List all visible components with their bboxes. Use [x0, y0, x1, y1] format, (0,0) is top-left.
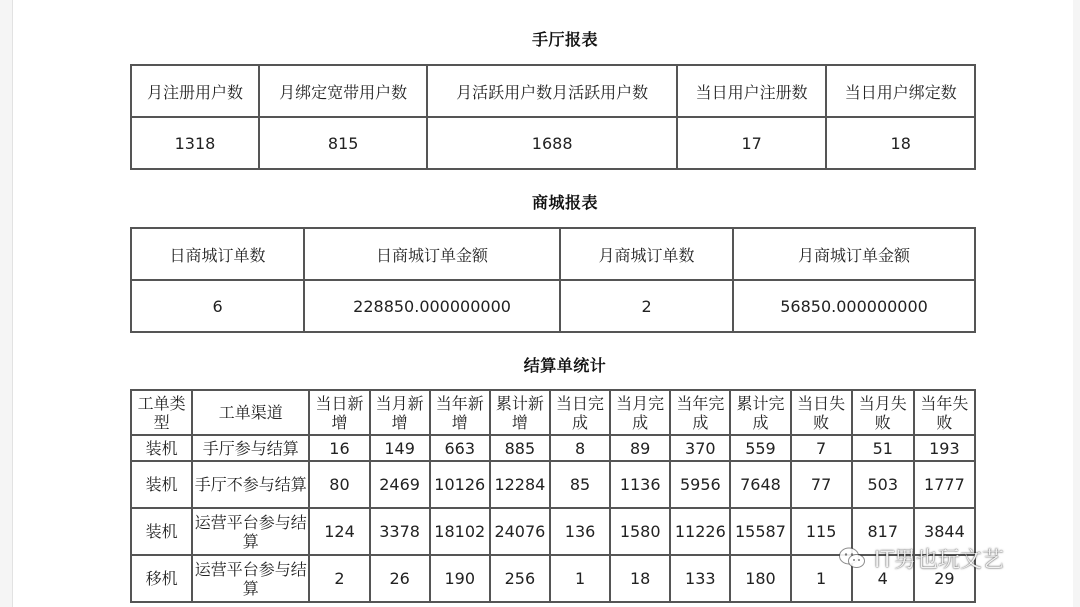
- table-cell: 1: [791, 555, 852, 602]
- report1-table: [130, 64, 976, 170]
- table-cell: 18102: [430, 508, 490, 555]
- report-page: [12, 0, 1073, 607]
- wechat-icon: [838, 546, 866, 570]
- table-cell: 149: [370, 435, 430, 461]
- table-cell: 124: [309, 508, 369, 555]
- table-header-row: [131, 228, 975, 280]
- header-cell: 月商城订单金额: [733, 228, 975, 280]
- table-cell: 10126: [430, 461, 490, 508]
- header-cell: 当月完成: [610, 390, 670, 435]
- table-row: [131, 461, 975, 508]
- table-cell: 运营平台参与结算: [192, 555, 309, 602]
- table-cell: 29: [914, 555, 975, 602]
- header-cell: 当日失败: [791, 390, 852, 435]
- report2-table: [130, 227, 976, 333]
- table-cell: 817: [852, 508, 914, 555]
- value-cell: 18: [826, 117, 975, 169]
- table-cell: 8: [550, 435, 610, 461]
- table-cell: 1: [550, 555, 610, 602]
- table-cell: 1777: [914, 461, 975, 508]
- table-cell: 193: [914, 435, 975, 461]
- table-cell: 80: [309, 461, 369, 508]
- header-cell: 月商城订单数: [560, 228, 733, 280]
- header-cell: 当日用户注册数: [677, 65, 827, 117]
- table-cell: 15587: [730, 508, 790, 555]
- header-cell: 当日用户绑定数: [826, 65, 975, 117]
- table-row: [131, 435, 975, 461]
- table-cell: 11226: [670, 508, 730, 555]
- table-cell: 180: [730, 555, 790, 602]
- header-cell: 累计完成: [730, 390, 790, 435]
- table-cell: 256: [490, 555, 550, 602]
- table-cell: 4: [852, 555, 914, 602]
- watermark-text: IT男也玩文艺: [874, 547, 1004, 573]
- value-cell: 2: [560, 280, 733, 332]
- table-cell: 手厅参与结算: [192, 435, 309, 461]
- table-cell: 77: [791, 461, 852, 508]
- table-cell: 133: [670, 555, 730, 602]
- header-cell: 工单类型: [131, 390, 192, 435]
- table-cell: 370: [670, 435, 730, 461]
- header-cell: 累计新增: [490, 390, 550, 435]
- table-cell: 26: [370, 555, 430, 602]
- header-cell: 日商城订单金额: [304, 228, 560, 280]
- table-cell: 12284: [490, 461, 550, 508]
- value-cell: 56850.000000000: [733, 280, 975, 332]
- header-cell: 当年失败: [914, 390, 975, 435]
- table-cell: 装机: [131, 435, 192, 461]
- report3-title: 结算单统计: [523, 356, 607, 375]
- header-cell: 当年完成: [670, 390, 730, 435]
- header-cell: 日商城订单数: [131, 228, 304, 280]
- header-cell: 当日完成: [550, 390, 610, 435]
- table-cell: 1136: [610, 461, 670, 508]
- table-cell: 7648: [730, 461, 790, 508]
- table-cell: 2: [309, 555, 369, 602]
- value-cell: 228850.000000000: [304, 280, 560, 332]
- report1-title: 手厅报表: [531, 30, 598, 49]
- header-cell: 当年新增: [430, 390, 490, 435]
- header-cell: 当日新增: [309, 390, 369, 435]
- value-cell: 1688: [427, 117, 677, 169]
- table-cell: 136: [550, 508, 610, 555]
- table-cell: 89: [610, 435, 670, 461]
- table-cell: 3844: [914, 508, 975, 555]
- value-cell: 17: [677, 117, 827, 169]
- table-cell: 装机: [131, 508, 192, 555]
- table-cell: 运营平台参与结算: [192, 508, 309, 555]
- value-cell: 1318: [131, 117, 259, 169]
- table-row: [131, 117, 975, 169]
- table-cell: 190: [430, 555, 490, 602]
- table-cell: 18: [610, 555, 670, 602]
- table-cell: 885: [490, 435, 550, 461]
- table-cell: 7: [791, 435, 852, 461]
- table-cell: 装机: [131, 461, 192, 508]
- table-cell: 24076: [490, 508, 550, 555]
- table-cell: 663: [430, 435, 490, 461]
- table-cell: 51: [852, 435, 914, 461]
- header-cell: 月绑定宽带用户数: [259, 65, 427, 117]
- table-cell: 手厅不参与结算: [192, 461, 309, 508]
- header-cell: 工单渠道: [192, 390, 309, 435]
- table-header-row: [131, 390, 975, 435]
- table-cell: 559: [730, 435, 790, 461]
- watermark: [838, 543, 1004, 573]
- table-cell: 3378: [370, 508, 430, 555]
- value-cell: 815: [259, 117, 427, 169]
- table-cell: 115: [791, 508, 852, 555]
- table-cell: 5956: [670, 461, 730, 508]
- table-cell: 85: [550, 461, 610, 508]
- table-cell: 16: [309, 435, 369, 461]
- header-cell: 月活跃用户数月活跃用户数: [427, 65, 677, 117]
- table-cell: 503: [852, 461, 914, 508]
- header-cell: 当月新增: [370, 390, 430, 435]
- table-row: [131, 280, 975, 332]
- header-cell: 月注册用户数: [131, 65, 259, 117]
- table-cell: 2469: [370, 461, 430, 508]
- value-cell: 6: [131, 280, 304, 332]
- report2-title: 商城报表: [531, 193, 598, 212]
- table-cell: 移机: [131, 555, 192, 602]
- table-cell: 1580: [610, 508, 670, 555]
- header-cell: 当月失败: [852, 390, 914, 435]
- table-header-row: [131, 65, 975, 117]
